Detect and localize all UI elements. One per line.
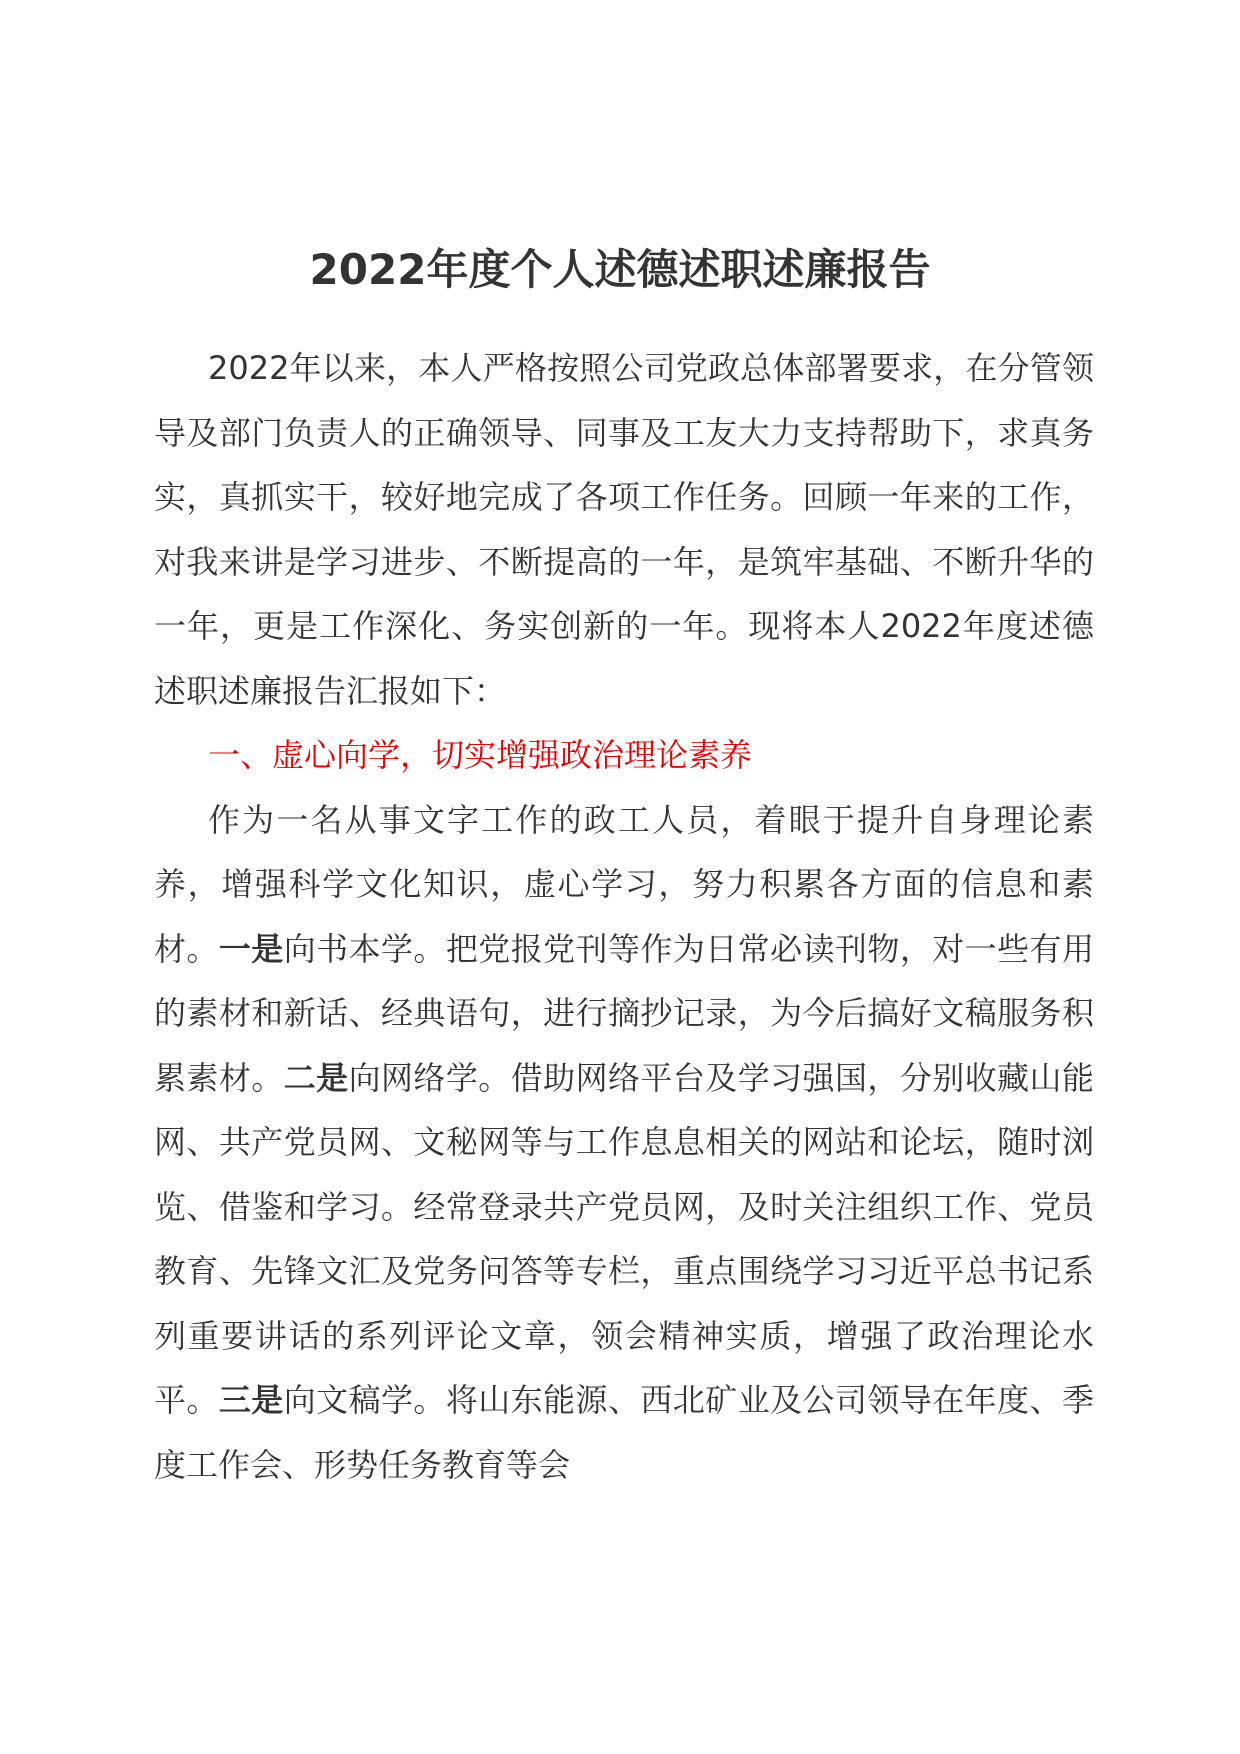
- point-text-2: 向网络学。借助网络平台及学习强国，分别收藏山能网、共产党员网、文秘网等与工作息息相关的网站和论坛，随时浏览、借鉴和学习。经常登录共产党员网，及时关注组织工作、党员教育、先锋文汇及党务问答等专栏，重点围绕学习习近平总书记系列重要讲话的系列评论文章，领会精神实质，增强了政治理论水平。: [154, 1058, 1094, 1419]
- document-title: 2022年度个人述德述职述廉报告: [309, 245, 931, 294]
- point-text-3: 向文稿学。将山东能源、西北矿业及公司领导在年度、季度工作会、形势任务教育等会: [154, 1381, 1094, 1484]
- section-paragraph: [154, 788, 1094, 1498]
- section-lead-text: 作为一名从事文字工作的政工人员，着眼于提升自身理论素养，增强科学文化知识，虚心学习，努力积累各方面的信息和素材。: [154, 800, 1094, 968]
- point-label-3: 三是: [218, 1381, 284, 1419]
- point-text-1: 向书本学。把党报党刊等作为日常必读刊物，对一些有用的素材和新话、经典语句，进行摘抄记录，为今后搞好文稿服务积累素材。: [154, 929, 1094, 1097]
- intro-paragraph: 2022年以来，本人严格按照公司党政总体部署要求，在分管领导及部门负责人的正确领导、同事及工友大力支持帮助下，求真务实，真抓实干，较好地完成了各项工作任务。回顾一年来的工作，对我来讲是学习进步、不断提高的一年，是筑牢基础、不断升华的一年，更是工作深化、务实创新的一年。现将本人2022年度述德述职述廉报告汇报如下：: [154, 349, 1094, 710]
- document-body: [154, 336, 1094, 1497]
- section-heading: 一、虚心向学，切实增强政治理论素养: [208, 736, 753, 774]
- point-label-2: 二是: [283, 1058, 349, 1097]
- point-label-1: 一是: [218, 929, 284, 968]
